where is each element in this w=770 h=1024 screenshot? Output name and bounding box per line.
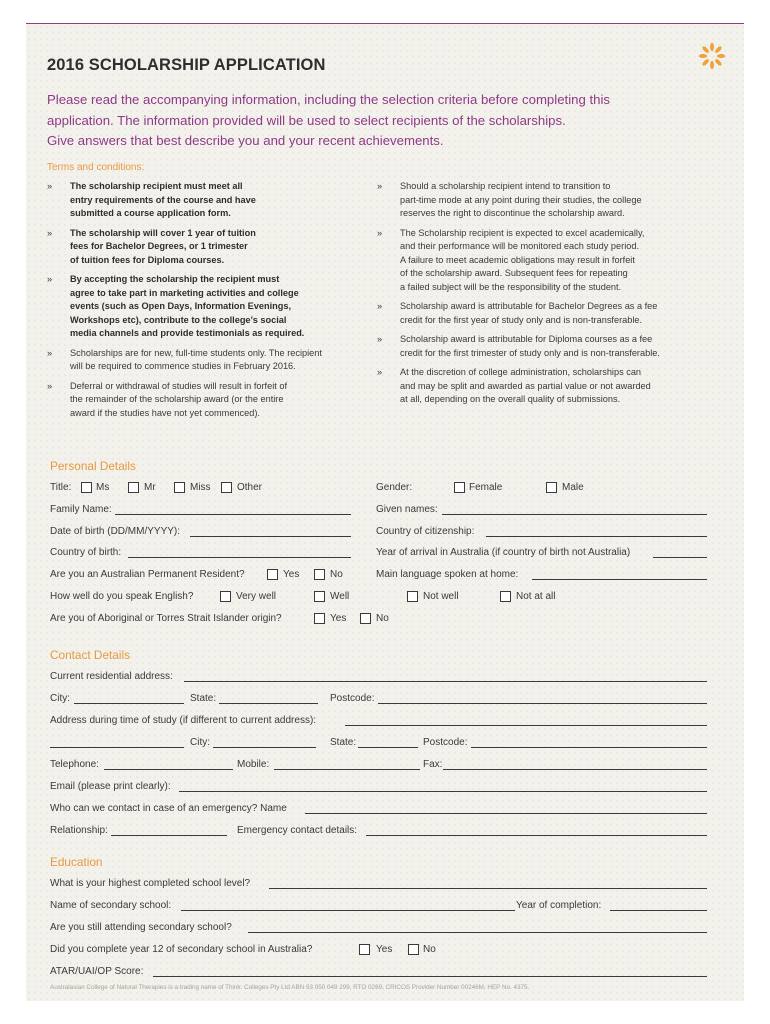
term-item — [47, 380, 362, 421]
study-postcode-label: Postcode: — [423, 737, 468, 748]
highest-level-field[interactable] — [269, 888, 707, 889]
given-names-label: Given names: — [376, 504, 438, 515]
title-other-checkbox[interactable] — [221, 482, 232, 493]
title-other-label: Other — [237, 482, 263, 493]
dob-label: Date of birth (DD/MM/YYYY): — [50, 526, 181, 537]
aboriginal-no-label: No — [376, 613, 389, 624]
city-label: City: — [50, 693, 70, 704]
english-not-at-all-label: Not at all — [516, 591, 556, 602]
title-ms-label: Ms — [96, 482, 110, 493]
intro-text — [47, 90, 697, 152]
citizenship-label: Country of citizenship: — [376, 526, 475, 537]
attending-field[interactable] — [248, 932, 707, 933]
highest-level-label: What is your highest completed school level? — [50, 878, 251, 889]
intro-line: application. The information provided will be used to select recipients of the scholarships. — [47, 112, 566, 128]
contact-details-heading: Contact Details — [50, 648, 130, 662]
bullet-mark: » — [47, 380, 53, 391]
english-well-label: Well — [330, 591, 350, 602]
emergency-name-field[interactable] — [305, 813, 707, 814]
main-language-field[interactable] — [532, 579, 707, 580]
study-postcode-field[interactable] — [471, 747, 707, 748]
term-item — [47, 347, 362, 374]
year12-no-checkbox[interactable] — [408, 944, 419, 955]
term-text: Scholarships are for new, full-time students only. The recipient will be required to commence studies in February 2016. — [70, 347, 322, 371]
terms-right-column — [377, 180, 707, 413]
bullet-mark: » — [47, 227, 53, 238]
citizenship-field[interactable] — [486, 536, 707, 537]
aboriginal-yes-checkbox[interactable] — [314, 613, 325, 624]
year12-no-label: No — [423, 944, 436, 955]
term-text: Scholarship award is attributable for Bachelor Degrees as a fee credit for the first year of study only and is non-transferable. — [400, 301, 658, 325]
bullet-mark: » — [47, 347, 53, 358]
title-ms-checkbox[interactable] — [81, 482, 92, 493]
term-text: By accepting the scholarship the recipient must agree to take part in marketing activities and college events (such as Open Days, Information Evenings, Workshops etc), contribute to the college’s social media channels and provide testimonials as required. — [70, 274, 305, 338]
term-item — [47, 273, 362, 341]
aboriginal-no-checkbox[interactable] — [360, 613, 371, 624]
bullet-mark: » — [47, 181, 53, 191]
term-item — [377, 227, 707, 295]
resident-yes-label: Yes — [283, 569, 300, 580]
relationship-field[interactable] — [111, 835, 227, 836]
secondary-school-label: Name of secondary school: — [50, 900, 172, 911]
residential-label: Current residential address: — [50, 671, 173, 682]
intro-line: Please read the accompanying information, including the selection criteria before completing this — [47, 92, 610, 107]
page-title: 2016 SCHOLARSHIP APPLICATION — [47, 56, 326, 74]
resident-yes-checkbox[interactable] — [267, 569, 278, 580]
term-item — [377, 366, 707, 407]
atar-field[interactable] — [153, 976, 707, 977]
study-city-label: City: — [190, 737, 210, 748]
gender-male-checkbox[interactable] — [546, 482, 557, 493]
resident-no-checkbox[interactable] — [314, 569, 325, 580]
study-address-field[interactable] — [345, 725, 707, 726]
english-very-well-label: Very well — [236, 591, 277, 602]
study-address-line-2-field[interactable] — [50, 747, 184, 748]
dob-field[interactable] — [190, 536, 351, 537]
term-item — [377, 180, 707, 221]
year-completion-label: Year of completion: — [516, 900, 602, 911]
title-miss-checkbox[interactable] — [174, 482, 185, 493]
year12-label: Did you complete year 12 of secondary school in Australia? — [50, 944, 313, 955]
bullet-mark: » — [377, 334, 383, 344]
email-field[interactable] — [179, 791, 707, 792]
family-name-label: Family Name: — [50, 504, 112, 515]
english-not-at-all-checkbox[interactable] — [500, 591, 511, 602]
bullet-mark: » — [377, 181, 383, 191]
title-label: Title: — [50, 482, 72, 493]
title-miss-label: Miss — [190, 482, 211, 493]
aboriginal-yes-label: Yes — [330, 613, 347, 624]
term-text: The scholarship recipient must meet all entry requirements of the course and have submitted a course application form. — [70, 181, 256, 218]
terms-heading: Terms and conditions: — [47, 162, 145, 173]
year-arrival-field[interactable] — [653, 557, 707, 558]
resident-no-label: No — [330, 569, 343, 580]
title-mr-checkbox[interactable] — [128, 482, 139, 493]
telephone-label: Telephone: — [50, 759, 99, 770]
bullet-mark: » — [377, 367, 383, 377]
year-arrival-label: Year of arrival in Australia (if country of birth not Australia) — [376, 547, 631, 558]
permanent-resident-label: Are you an Australian Permanent Resident? — [50, 569, 245, 580]
term-text: Should a scholarship recipient intend to transition to part-time mode at any point during their studies, the college reserves the right to discontinue the scholarship award. — [400, 181, 642, 218]
personal-details-heading: Personal Details — [50, 459, 136, 473]
term-text: Deferral or withdrawal of studies will result in forfeit of the remainder of the scholarship award (or the entire award if the studies have not yet commenced). — [70, 380, 288, 418]
email-label: Email (please print clearly): — [50, 781, 171, 792]
intro-line: Give answers that best describe you and your recent achievements. — [47, 133, 444, 148]
postcode-field[interactable] — [378, 703, 707, 704]
english-well-checkbox[interactable] — [314, 591, 325, 602]
study-address-label: Address during time of study (if different to current address): — [50, 715, 317, 726]
residential-field[interactable] — [184, 681, 707, 682]
term-text: Scholarship award is attributable for Diploma courses as a fee credit for the first trimester of study only and is non-transferable. — [400, 334, 660, 358]
bullet-mark: » — [377, 227, 383, 238]
term-item — [377, 300, 707, 327]
main-language-label: Main language spoken at home: — [376, 569, 519, 580]
secondary-school-field[interactable] — [181, 910, 515, 911]
english-not-well-label: Not well — [423, 591, 459, 602]
term-item — [377, 333, 707, 360]
city-field[interactable] — [74, 703, 184, 704]
emergency-label: Who can we contact in case of an emergency? Name — [50, 803, 287, 814]
postcode-label: Postcode: — [330, 693, 375, 704]
bullet-mark: » — [377, 301, 383, 311]
emergency-details-label: Emergency contact details: — [237, 825, 358, 836]
aboriginal-label: Are you of Aboriginal or Torres Strait Islander origin? — [50, 613, 282, 624]
education-heading: Education — [50, 855, 103, 869]
given-names-field[interactable] — [442, 514, 707, 515]
footer-text: Australasian College of Natural Therapies is a trading name of Think: Colleges Pty Ltd ABN 93 050 049 299, RTO 0269, CRICOS Provider Number 00246M, HEP No. 4375. — [50, 984, 530, 991]
study-state-field[interactable] — [358, 747, 418, 748]
fax-label: Fax: — [423, 759, 443, 770]
english-not-well-checkbox[interactable] — [407, 591, 418, 602]
english-very-well-checkbox[interactable] — [220, 591, 231, 602]
attending-label: Are you still attending secondary school? — [50, 922, 232, 933]
telephone-field[interactable] — [104, 769, 233, 770]
state-label: State: — [190, 693, 217, 704]
terms-left-column — [47, 180, 362, 426]
term-text: The scholarship will cover 1 year of tuition fees for Bachelor Degrees, or 1 trimester of tuition fees for Diploma courses. — [70, 227, 256, 265]
year-completion-field[interactable] — [610, 910, 707, 911]
study-city-field[interactable] — [213, 747, 316, 748]
sunburst-logo-icon — [697, 41, 727, 71]
mobile-label: Mobile: — [237, 759, 270, 770]
study-state-label: State: — [330, 737, 357, 748]
gender-male-label: Male — [562, 482, 584, 493]
term-text: At the discretion of college administration, scholarships can and may be split and awarded as partial value or not awarded at all, depending on the overall quality of submissions. — [400, 367, 651, 404]
year12-yes-label: Yes — [376, 944, 393, 955]
term-item — [47, 180, 362, 221]
state-field[interactable] — [219, 703, 318, 704]
term-item — [47, 227, 362, 268]
gender-female-label: Female — [469, 482, 503, 493]
relationship-label: Relationship: — [50, 825, 108, 836]
term-text: The Scholarship recipient is expected to excel academically, and their performance will be monitored each study period. A failure to meet academic obligations may result in forfeit of the scholarship award. Subsequent fees for repeating a failed subject will be the responsibility of the student. — [400, 227, 645, 292]
gender-label: Gender: — [376, 482, 413, 493]
fax-field[interactable] — [443, 769, 707, 770]
family-name-field[interactable] — [115, 514, 351, 515]
atar-label: ATAR/UAI/OP Score: — [50, 966, 144, 977]
country-birth-field[interactable] — [128, 557, 351, 558]
emergency-details-field[interactable] — [366, 835, 707, 836]
title-mr-label: Mr — [144, 482, 156, 493]
english-label: How well do you speak English? — [50, 591, 194, 602]
gender-female-checkbox[interactable] — [454, 482, 465, 493]
country-birth-label: Country of birth: — [50, 547, 122, 558]
year12-yes-checkbox[interactable] — [359, 944, 370, 955]
mobile-field[interactable] — [274, 769, 420, 770]
bullet-mark: » — [47, 274, 53, 284]
